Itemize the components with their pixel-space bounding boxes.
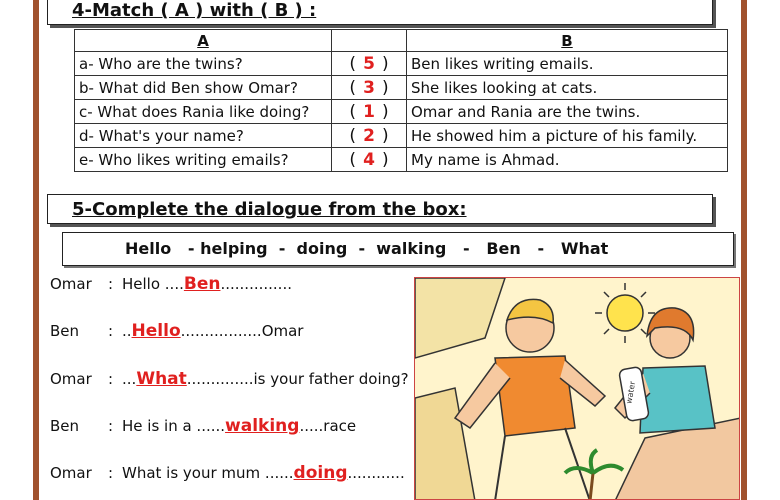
line-text: Hello .... [122, 275, 184, 293]
speaker: Omar [50, 464, 92, 482]
question-cell: a- Who are the twins? [75, 52, 332, 76]
speaker: Ben [50, 322, 80, 340]
number-cell: ( 4 ) [332, 148, 407, 172]
speaker: Omar [50, 275, 92, 293]
question-cell: b- What did Ben show Omar? [75, 76, 332, 100]
number-cell: ( 2 ) [332, 124, 407, 148]
table-row [75, 124, 728, 148]
page-border-left [33, 0, 39, 500]
table-row [75, 100, 728, 124]
answer-number: 3 [363, 77, 375, 98]
answer-number: 5 [363, 53, 375, 74]
question-cell: e- Who likes writing emails? [75, 148, 332, 172]
dialogue-line: Ben : He is in a ......walking.....race [50, 416, 357, 436]
answer-cell: My name is Ahmad. [407, 148, 728, 172]
filled-answer: Hello [131, 321, 181, 341]
line-text-after: ..............is your father doing? [186, 370, 409, 388]
question-cell: c- What does Rania like doing? [75, 100, 332, 124]
answer-number: 1 [363, 101, 375, 122]
word-box: Hello - helping - doing - walking - Ben - What [62, 232, 734, 266]
column-a-header: A [75, 30, 332, 52]
answer-cell: Ben likes writing emails. [407, 52, 728, 76]
table-row [75, 76, 728, 100]
line-text-after: .................Omar [180, 322, 304, 340]
dialogue-line: Omar : What is your mum ......doing............ [50, 463, 405, 483]
answer-number: 4 [363, 149, 375, 170]
illustration-father-and-mother [414, 277, 740, 500]
speaker: Ben [50, 417, 80, 435]
line-text-after: ............ [347, 464, 405, 482]
filled-answer: Ben [183, 274, 221, 294]
section-4-title: 4-Match ( A ) with ( B ) : [47, 0, 713, 25]
dialogue-line: Omar : ...What..............is your father doing? [50, 369, 409, 389]
cartoon-illustration [415, 278, 740, 500]
dialogue-line: Ben : ..Hello.................Omar [50, 321, 304, 341]
line-text: He is in a ...... [122, 417, 226, 435]
section-5-title: 5-Complete the dialogue from the box: [47, 194, 713, 224]
match-table [74, 29, 728, 172]
dialogue-line: Omar : Hello ....Ben............... [50, 274, 292, 294]
answer-cell: Omar and Rania are the twins. [407, 100, 728, 124]
table-row [75, 52, 728, 76]
question-cell: d- What's your name? [75, 124, 332, 148]
filled-answer: What [136, 369, 187, 389]
speaker: Omar [50, 370, 92, 388]
page-border-right [741, 0, 747, 500]
number-cell: ( 5 ) [332, 52, 407, 76]
match-header-row [75, 30, 728, 52]
answer-cell: She likes looking at cats. [407, 76, 728, 100]
column-b-header: B [407, 30, 728, 52]
svg-text:water: water [624, 380, 638, 405]
answer-cell: He showed him a picture of his family. [407, 124, 728, 148]
number-cell: ( 3 ) [332, 76, 407, 100]
line-text-after: ............... [220, 275, 292, 293]
filled-answer: doing [293, 463, 348, 483]
filled-answer: walking [225, 416, 300, 436]
line-text: What is your mum ...... [122, 464, 294, 482]
column-number-header [332, 30, 407, 52]
table-row [75, 148, 728, 172]
number-cell: ( 1 ) [332, 100, 407, 124]
answer-number: 2 [363, 125, 375, 146]
line-text-after: .....race [299, 417, 357, 435]
